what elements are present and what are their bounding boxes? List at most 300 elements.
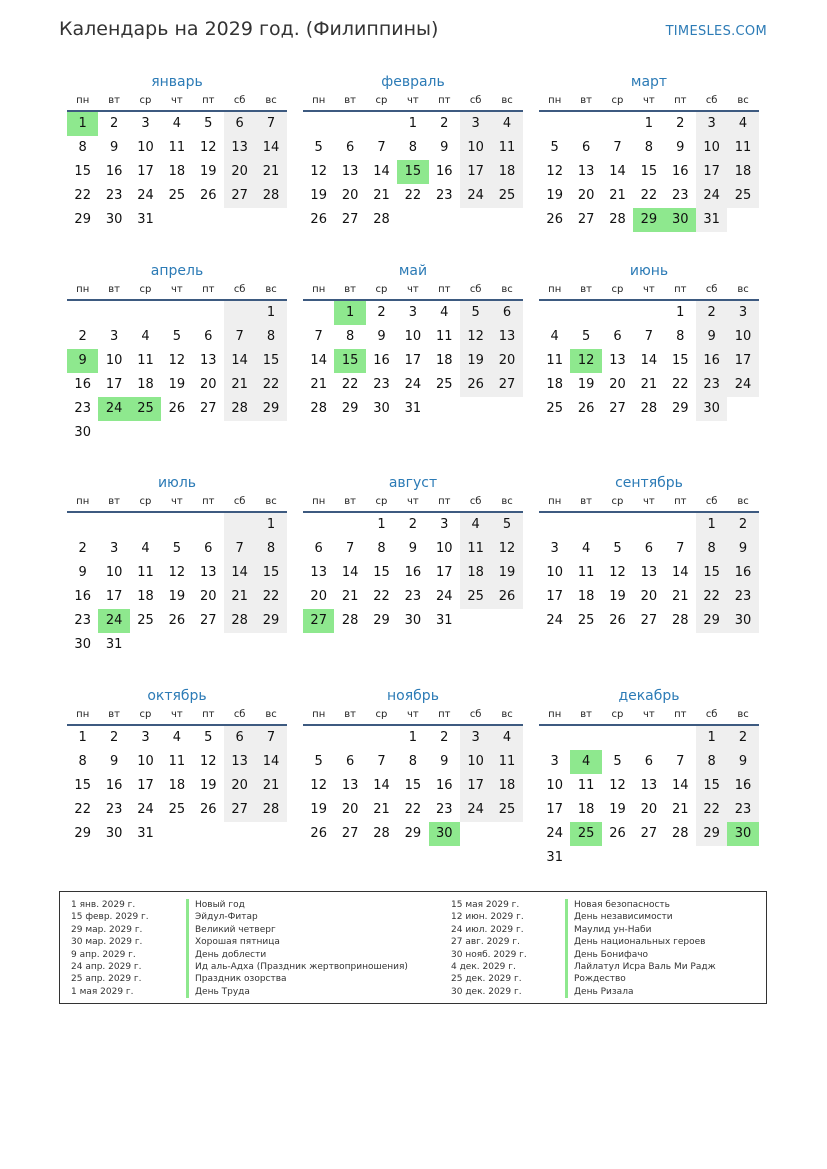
day-cell: 2 — [727, 513, 758, 537]
day-cell: 30 — [373, 401, 390, 416]
weekday-label: ср — [375, 284, 388, 295]
day-cell: 12 — [168, 353, 186, 368]
day-cell: 8 — [78, 754, 87, 769]
day-cell: 27 — [224, 184, 255, 208]
empty-cell — [130, 633, 161, 657]
weekday-label: пт — [202, 496, 215, 507]
holiday-name: Лайлатул Исра Валь Ми Радж — [565, 961, 716, 973]
day-cell: 1 — [676, 305, 685, 320]
day-cell: 18 — [168, 164, 186, 179]
day-cell: 18 — [435, 353, 453, 368]
empty-cell — [193, 822, 224, 846]
day-cell: 3 — [109, 329, 119, 344]
day-cell: 9 — [696, 325, 727, 349]
day-cell: 16 — [74, 589, 91, 604]
day-cell: 27 — [491, 373, 522, 397]
day-cell: 1 — [255, 301, 286, 325]
day-cell: 21 — [255, 160, 286, 184]
empty-cell — [539, 112, 570, 136]
day-cell: 9 — [109, 140, 119, 155]
day-cell: 6 — [581, 140, 591, 155]
weekday-label: вт — [580, 95, 592, 106]
day-cell: 13 — [224, 136, 255, 160]
weekday-label: ср — [375, 95, 388, 106]
weekday-label: сб — [705, 496, 718, 507]
day-cell: 2 — [676, 116, 685, 131]
weekday-label: вт — [344, 496, 356, 507]
empty-cell — [539, 301, 570, 325]
day-cell: 4 — [172, 730, 181, 745]
weekday-label: ср — [611, 496, 624, 507]
empty-cell — [161, 822, 192, 846]
day-grid — [67, 301, 287, 445]
weekday-label: пн — [548, 284, 562, 295]
day-cell: 26 — [460, 373, 491, 397]
day-cell: 2 — [377, 305, 386, 320]
weekday-label: вт — [580, 709, 592, 720]
empty-cell — [193, 513, 224, 537]
holiday-name: День независимости — [565, 911, 716, 923]
day-cell: 29 — [74, 212, 91, 227]
day-cell: 1 — [644, 116, 653, 131]
month-11 — [303, 686, 523, 846]
day-cell: 24 — [404, 377, 422, 392]
month-name: декабрь — [618, 688, 680, 704]
day-cell: 6 — [345, 754, 355, 769]
weekday-label: пт — [202, 709, 215, 720]
holiday-date: 4 дек. 2029 г. — [451, 961, 516, 972]
holiday-date: 30 дек. 2029 г. — [451, 986, 522, 997]
day-cell: 18 — [727, 160, 758, 184]
day-cell: 22 — [696, 798, 727, 822]
day-cell: 23 — [727, 585, 758, 609]
empty-cell — [602, 112, 633, 136]
empty-cell — [491, 822, 522, 846]
day-cell: 1 — [408, 116, 417, 131]
day-cell: 18 — [546, 377, 563, 392]
empty-cell — [161, 633, 192, 657]
holiday-name: День Бонифачо — [565, 949, 716, 961]
day-cell: 20 — [341, 188, 359, 203]
day-cell: 15 — [671, 353, 689, 368]
day-cell: 14 — [373, 778, 390, 793]
day-cell: 27 — [199, 401, 217, 416]
day-cell: 11 — [435, 329, 453, 344]
weekday-label: сб — [469, 496, 482, 507]
weekday-header — [303, 706, 523, 726]
month-name: июнь — [629, 263, 669, 279]
day-cell: 23 — [74, 613, 91, 628]
weekday-label: вс — [265, 284, 277, 295]
day-cell: 31 — [105, 637, 123, 652]
weekday-label: чт — [407, 496, 419, 507]
day-cell: 9 — [109, 754, 119, 769]
weekday-header — [303, 281, 523, 301]
day-cell: 16 — [435, 778, 453, 793]
day-cell: 20 — [609, 377, 626, 392]
weekday-label: сб — [233, 496, 246, 507]
holiday-name: Эйдул-Фитар — [186, 911, 408, 923]
weekday-label: сб — [705, 95, 718, 106]
day-cell: 16 — [671, 164, 689, 179]
day-cell: 13 — [640, 565, 658, 580]
day-cell: 6 — [204, 541, 213, 556]
day-cell: 31 — [696, 208, 727, 232]
day-cell: 25 — [577, 613, 595, 628]
weekday-label: сб — [233, 284, 246, 295]
empty-cell — [161, 301, 192, 325]
month-2 — [303, 72, 523, 232]
empty-cell — [303, 726, 334, 750]
day-cell: 15 — [74, 164, 91, 179]
day-cell: 25 — [546, 401, 563, 416]
day-cell: 7 — [255, 112, 286, 136]
day-cell: 29 — [373, 613, 390, 628]
day-cell: 29 — [696, 822, 727, 846]
day-cell: 21 — [341, 589, 359, 604]
day-cell: 23 — [404, 589, 422, 604]
month-4 — [67, 261, 287, 445]
empty-cell — [334, 112, 365, 136]
day-cell: 13 — [310, 565, 327, 580]
day-cell: 6 — [224, 726, 255, 750]
day-cell: 7 — [255, 726, 286, 750]
day-cell: 27 — [341, 826, 359, 841]
day-cell: 21 — [373, 802, 390, 817]
holiday-name: Новая безопасность — [565, 899, 716, 911]
day-cell: 11 — [577, 565, 595, 580]
day-cell: 26 — [168, 613, 186, 628]
holiday-date: 25 апр. 2029 г. — [71, 974, 142, 985]
day-cell: 4 — [491, 112, 522, 136]
weekday-label: пн — [76, 709, 90, 720]
day-cell: 24 — [727, 373, 758, 397]
empty-cell — [98, 513, 129, 537]
day-cell: 26 — [609, 826, 626, 841]
day-cell: 20 — [224, 160, 255, 184]
day-cell: 28 — [224, 609, 255, 633]
day-cell: 9 — [67, 349, 98, 373]
weekday-label: вт — [108, 496, 120, 507]
day-cell: 1 — [67, 112, 98, 136]
day-cell: 3 — [109, 541, 119, 556]
day-cell: 29 — [671, 401, 689, 416]
empty-cell — [665, 726, 696, 750]
holiday-date: 24 июл. 2029 г. — [451, 924, 524, 935]
month-6 — [539, 261, 759, 421]
weekday-header — [539, 706, 759, 726]
day-cell: 16 — [696, 349, 727, 373]
holiday-name: Маулид ун-Наби — [565, 924, 716, 936]
holiday-legend — [59, 891, 767, 1004]
weekday-label: сб — [233, 95, 246, 106]
weekday-label: вс — [265, 496, 277, 507]
day-cell: 6 — [314, 541, 323, 556]
day-cell: 10 — [435, 541, 453, 556]
day-cell: 4 — [570, 750, 601, 774]
weekday-label: вт — [108, 95, 120, 106]
weekday-label: чт — [171, 496, 183, 507]
day-cell: 13 — [341, 778, 359, 793]
day-cell: 3 — [440, 517, 449, 532]
day-cell: 7 — [676, 541, 685, 556]
day-cell: 22 — [404, 188, 422, 203]
day-cell: 30 — [105, 826, 123, 841]
day-grid — [539, 513, 759, 633]
day-cell: 20 — [199, 377, 217, 392]
day-cell: 14 — [609, 164, 626, 179]
day-cell: 5 — [204, 116, 213, 131]
weekday-label: пт — [202, 95, 215, 106]
holiday-date: 25 дек. 2029 г. — [451, 974, 522, 985]
day-grid — [67, 112, 287, 232]
day-cell: 1 — [78, 730, 87, 745]
day-cell: 13 — [224, 750, 255, 774]
day-cell: 8 — [408, 140, 417, 155]
day-cell: 10 — [137, 140, 154, 155]
empty-cell — [491, 609, 522, 633]
day-cell: 24 — [546, 613, 563, 628]
weekday-label: вт — [344, 709, 356, 720]
empty-cell — [224, 421, 255, 445]
day-cell: 30 — [105, 212, 123, 227]
weekday-label: чт — [643, 709, 655, 720]
day-cell: 26 — [199, 188, 217, 203]
empty-cell — [98, 421, 129, 445]
day-cell: 12 — [609, 778, 626, 793]
day-cell: 29 — [633, 208, 664, 232]
day-cell: 21 — [671, 802, 689, 817]
day-cell: 16 — [727, 561, 758, 585]
day-cell: 28 — [373, 212, 390, 227]
legend-names-right — [565, 899, 716, 998]
holiday-name: День доблести — [186, 949, 408, 961]
day-cell: 29 — [255, 609, 286, 633]
day-cell: 1 — [696, 726, 727, 750]
day-cell: 30 — [74, 425, 91, 440]
day-cell: 4 — [141, 541, 150, 556]
day-cell: 6 — [204, 329, 213, 344]
day-cell: 6 — [644, 754, 653, 769]
day-cell: 12 — [168, 565, 186, 580]
empty-cell — [366, 726, 397, 750]
day-cell: 5 — [172, 541, 181, 556]
empty-cell — [224, 633, 255, 657]
holiday-name: День национальных героев — [565, 936, 716, 948]
month-10 — [67, 686, 287, 846]
empty-cell — [130, 513, 161, 537]
day-cell: 7 — [224, 537, 255, 561]
empty-cell — [255, 208, 286, 232]
legend-dates-right — [451, 899, 527, 998]
day-cell: 11 — [727, 136, 758, 160]
holiday-name: Великий четверг — [186, 924, 408, 936]
day-cell: 17 — [137, 778, 154, 793]
day-cell: 27 — [640, 613, 658, 628]
day-cell: 9 — [727, 537, 758, 561]
day-cell: 25 — [460, 585, 491, 609]
empty-cell — [67, 301, 98, 325]
day-grid — [67, 513, 287, 657]
weekday-label: вт — [580, 284, 592, 295]
empty-cell — [570, 513, 601, 537]
day-cell: 9 — [78, 565, 87, 580]
weekday-label: вс — [737, 496, 749, 507]
day-cell: 22 — [373, 589, 390, 604]
empty-cell — [130, 301, 161, 325]
empty-cell — [633, 846, 664, 870]
day-cell: 22 — [696, 585, 727, 609]
day-cell: 5 — [172, 329, 181, 344]
holiday-date: 27 авг. 2029 г. — [451, 937, 520, 948]
day-cell: 2 — [408, 517, 417, 532]
weekday-label: вс — [737, 284, 749, 295]
day-cell: 13 — [491, 325, 522, 349]
holiday-name: Ид аль-Адха (Праздник жертвоприношения) — [186, 961, 408, 973]
day-cell: 20 — [640, 589, 658, 604]
day-grid — [539, 301, 759, 421]
month-name: май — [398, 263, 428, 279]
empty-cell — [460, 609, 491, 633]
day-cell: 21 — [310, 377, 327, 392]
empty-cell — [255, 633, 286, 657]
day-cell: 9 — [676, 140, 685, 155]
day-cell: 20 — [640, 802, 658, 817]
empty-cell — [429, 208, 460, 232]
day-cell: 15 — [696, 774, 727, 798]
day-cell: 27 — [224, 798, 255, 822]
day-cell: 22 — [255, 585, 286, 609]
day-cell: 7 — [644, 329, 653, 344]
weekday-header — [539, 92, 759, 112]
day-cell: 12 — [491, 537, 522, 561]
day-cell: 3 — [727, 301, 758, 325]
day-cell: 9 — [408, 541, 417, 556]
day-cell: 4 — [491, 726, 522, 750]
day-cell: 17 — [460, 160, 491, 184]
day-cell: 7 — [345, 541, 355, 556]
day-cell: 10 — [460, 136, 491, 160]
day-cell: 31 — [546, 850, 563, 865]
day-cell: 12 — [460, 325, 491, 349]
day-cell: 22 — [341, 377, 359, 392]
day-grid — [303, 301, 523, 421]
weekday-label: ср — [139, 496, 152, 507]
empty-cell — [161, 208, 192, 232]
day-cell: 19 — [199, 778, 217, 793]
weekday-label: пн — [548, 709, 562, 720]
empty-cell — [224, 822, 255, 846]
day-cell: 18 — [491, 774, 522, 798]
day-grid — [67, 726, 287, 846]
day-cell: 31 — [435, 613, 453, 628]
day-cell: 30 — [74, 637, 91, 652]
weekday-label: пн — [76, 95, 90, 106]
day-cell: 11 — [491, 750, 522, 774]
empty-cell — [602, 513, 633, 537]
day-cell: 21 — [224, 585, 255, 609]
day-cell: 17 — [404, 353, 422, 368]
day-cell: 3 — [550, 541, 559, 556]
legend-dates-left — [71, 899, 149, 998]
day-cell: 24 — [137, 802, 154, 817]
site-link[interactable]: TIMESLES.COM — [665, 24, 767, 39]
day-cell: 9 — [440, 140, 449, 155]
day-grid — [303, 112, 523, 232]
day-cell: 24 — [98, 609, 129, 633]
day-cell: 28 — [373, 826, 390, 841]
day-cell: 28 — [671, 613, 689, 628]
day-cell: 11 — [577, 778, 595, 793]
day-cell: 13 — [341, 164, 359, 179]
day-cell: 7 — [377, 754, 386, 769]
day-cell: 7 — [224, 325, 255, 349]
day-cell: 11 — [168, 140, 186, 155]
day-cell: 14 — [255, 750, 286, 774]
day-cell: 23 — [727, 798, 758, 822]
day-grid — [303, 513, 523, 633]
day-cell: 10 — [404, 329, 422, 344]
legend-names-left — [186, 899, 408, 998]
day-cell: 8 — [78, 140, 87, 155]
weekday-label: пн — [76, 496, 90, 507]
day-cell: 13 — [640, 778, 658, 793]
day-cell: 20 — [224, 774, 255, 798]
weekday-label: вс — [265, 709, 277, 720]
day-cell: 26 — [577, 401, 595, 416]
day-cell: 30 — [727, 822, 758, 846]
day-cell: 26 — [609, 613, 626, 628]
day-cell: 23 — [671, 188, 689, 203]
day-cell: 19 — [577, 377, 595, 392]
weekday-label: пн — [548, 496, 562, 507]
weekday-label: пт — [438, 496, 451, 507]
weekday-header — [67, 493, 287, 513]
day-cell: 10 — [546, 778, 563, 793]
day-cell: 11 — [137, 353, 154, 368]
empty-cell — [193, 208, 224, 232]
day-cell: 22 — [74, 188, 91, 203]
empty-cell — [570, 726, 601, 750]
day-cell: 1 — [696, 513, 727, 537]
weekday-label: пн — [312, 496, 326, 507]
weekday-label: чт — [407, 284, 419, 295]
day-cell: 9 — [727, 750, 758, 774]
day-cell: 28 — [609, 212, 626, 227]
day-cell: 8 — [696, 750, 727, 774]
day-cell: 16 — [74, 377, 91, 392]
weekday-label: ср — [375, 709, 388, 720]
day-cell: 17 — [105, 589, 123, 604]
day-cell: 15 — [334, 349, 365, 373]
day-grid — [303, 726, 523, 846]
day-cell: 14 — [640, 353, 658, 368]
day-cell: 15 — [397, 160, 428, 184]
empty-cell — [397, 208, 428, 232]
weekday-label: вт — [108, 284, 120, 295]
day-cell: 3 — [141, 730, 150, 745]
day-cell: 5 — [581, 329, 591, 344]
weekday-label: пт — [674, 709, 687, 720]
empty-cell — [334, 726, 365, 750]
day-cell: 12 — [310, 164, 327, 179]
weekday-label: пн — [312, 284, 326, 295]
day-cell: 18 — [137, 589, 154, 604]
day-cell: 28 — [671, 826, 689, 841]
day-cell: 30 — [404, 613, 422, 628]
day-cell: 15 — [404, 778, 422, 793]
day-cell: 22 — [404, 802, 422, 817]
